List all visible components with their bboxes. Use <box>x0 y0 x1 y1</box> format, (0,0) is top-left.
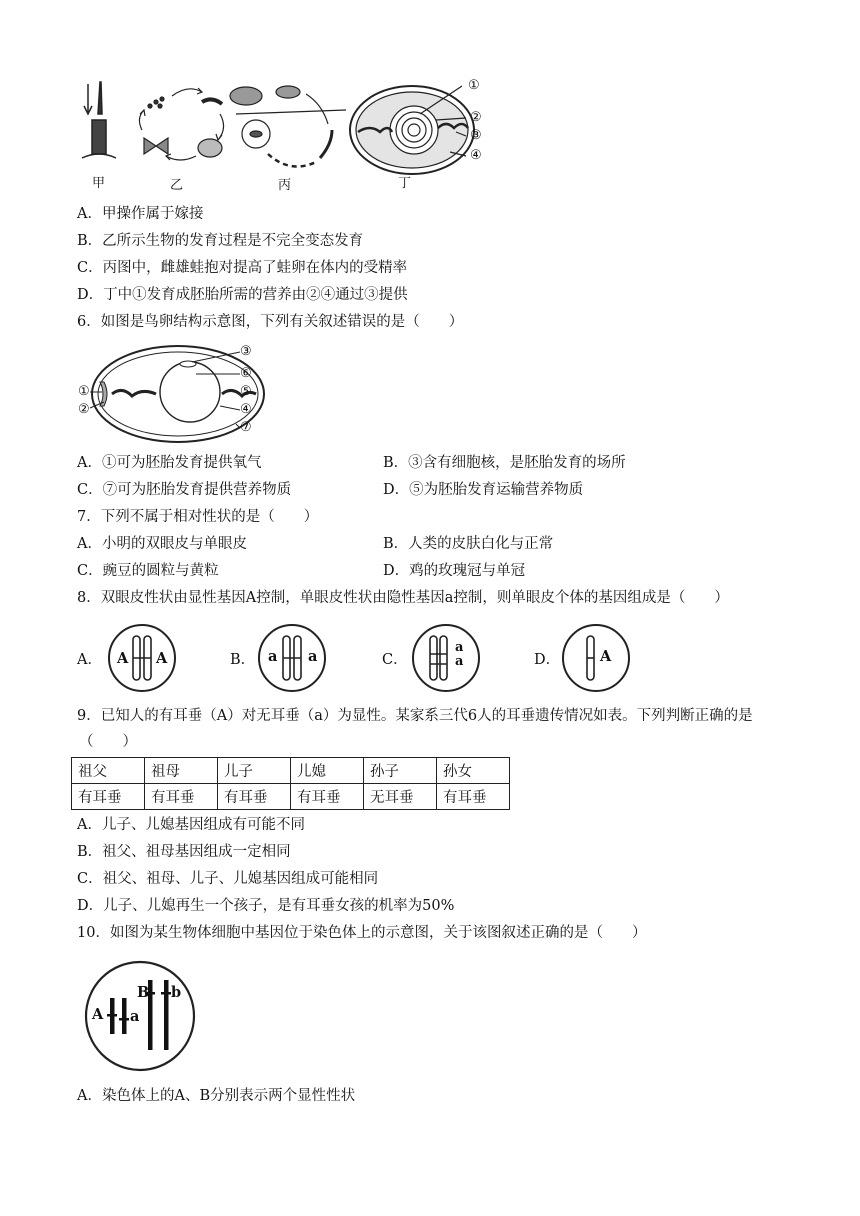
egg-label-6: ⑥ <box>240 366 252 381</box>
frog-lifecycle-illustration <box>230 86 346 167</box>
table-cell: 有耳垂 <box>218 784 291 810</box>
table-cell: 祖父 <box>72 758 145 784</box>
q6-option-b: B．③含有细胞核，是胚胎发育的场所 <box>383 455 626 471</box>
table-cell: 有耳垂 <box>291 784 364 810</box>
fig-caption-yi: 乙 <box>170 178 184 193</box>
q10-gene-a: a <box>130 1008 140 1025</box>
q7-option-d: D．鸡的玫瑰冠与单冠 <box>383 563 526 579</box>
q7-option-c: C．豌豆的圆粒与黄粒 <box>77 563 219 579</box>
q8-c-gene-top: a <box>455 640 464 655</box>
q10-option-a: A．染色体上的A、B分别表示两个显性性状 <box>77 1088 356 1104</box>
table-cell: 儿子 <box>218 758 291 784</box>
ding-label-1: ① <box>468 78 480 93</box>
egg-illustration-ding <box>350 86 474 174</box>
q5-option-c: C．丙图中，雌雄蛙抱对提高了蛙卵在体内的受精率 <box>77 260 408 276</box>
q5-option-a: A．甲操作属于嫁接 <box>77 206 204 222</box>
table-cell: 有耳垂 <box>437 784 510 810</box>
q6-stem: 6．如图是鸟卵结构示意图，下列有关叙述错误的是（ ） <box>77 314 464 330</box>
q8-b-gene-right: a <box>308 648 318 665</box>
heredity-table <box>71 757 510 810</box>
table-cell: 无耳垂 <box>364 784 437 810</box>
egg-label-1: ① <box>78 384 90 399</box>
table-cell: 儿媳 <box>291 758 364 784</box>
egg-label-3: ③ <box>240 344 252 359</box>
q6-option-a: A．①可为胚胎发育提供氧气 <box>77 455 262 471</box>
fig-caption-bing: 丙 <box>278 178 292 193</box>
q8-option-d-letter: D． <box>534 652 561 668</box>
q8-stem: 8．双眼皮性状由显性基因A控制，单眼皮性状由隐性基因a控制，则单眼皮个体的基因组成是（ ） <box>77 590 729 606</box>
q8-option-c-letter: C． <box>382 652 408 668</box>
q9-stem-line2: （ ） <box>79 734 137 750</box>
q5-option-b: B．乙所示生物的发育过程是不完全变态发育 <box>77 233 364 249</box>
grafting-illustration <box>82 82 116 158</box>
q10-gene-b: b <box>171 984 182 1001</box>
q10-gene-A: A <box>92 1006 104 1023</box>
q10-stem: 10．如图为某生物体细胞中基因位于染色体上的示意图，关于该图叙述正确的是（ ） <box>77 925 647 941</box>
q9-option-b: B．祖父、祖母基因组成一定相同 <box>77 844 291 860</box>
q9-stem-line1: 9．已知人的有耳垂（A）对无耳垂（a）为显性。某家系三代6人的耳垂遗传情况如表。下列判断正确的是 <box>77 708 753 724</box>
egg-label-2: ② <box>78 402 90 417</box>
table-row <box>72 758 510 784</box>
table-cell: 孙女 <box>437 758 510 784</box>
q7-option-a: A．小明的双眼皮与单眼皮 <box>77 536 247 552</box>
q5-option-d: D．丁中①发育成胚胎所需的营养由②④通过③提供 <box>77 287 408 303</box>
q10-gene-B: B <box>137 984 150 1001</box>
q8-option-a-letter: A． <box>77 652 102 668</box>
table-cell: 孙子 <box>364 758 437 784</box>
q6-option-d: D．⑤为胚胎发育运输营养物质 <box>383 482 584 498</box>
q9-option-d: D．儿子、儿媳再生一个孩子，是有耳垂女孩的机率为50% <box>77 898 455 914</box>
q8-a-gene-left: A <box>117 650 129 667</box>
bird-egg-diagram <box>76 340 266 444</box>
q8-d-gene: A <box>600 648 612 665</box>
q8-b-gene-left: a <box>268 648 278 665</box>
q8-cell-d <box>560 622 632 694</box>
q6-option-c: C．⑦可为胚胎发育提供营养物质 <box>77 482 292 498</box>
ding-label-4: ④ <box>470 148 482 163</box>
q7-option-b: B．人类的皮肤白化与正常 <box>383 536 554 552</box>
q9-option-c: C．祖父、祖母、儿子、儿媳基因组成可能相同 <box>77 871 379 887</box>
fig-caption-jia: 甲 <box>92 176 106 191</box>
table-row <box>72 784 510 810</box>
egg-label-4: ④ <box>240 402 252 417</box>
table-cell: 有耳垂 <box>72 784 145 810</box>
ding-label-2: ② <box>470 110 482 125</box>
table-cell: 有耳垂 <box>145 784 218 810</box>
egg-label-7: ⑦ <box>240 420 252 435</box>
table-cell: 祖母 <box>145 758 218 784</box>
egg-label-5: ⑤ <box>240 384 252 399</box>
q8-option-b-letter: B． <box>230 652 256 668</box>
q9-option-a: A．儿子、儿媳基因组成有可能不同 <box>77 817 305 833</box>
q8-cell-c <box>410 622 482 694</box>
q8-a-gene-right: A <box>156 650 168 667</box>
fig-caption-ding: 丁 <box>398 176 412 191</box>
ding-label-3: ③ <box>470 128 482 143</box>
q7-stem: 7．下列不属于相对性状的是（ ） <box>77 509 319 525</box>
insect-lifecycle-illustration <box>139 88 223 160</box>
q8-c-gene-bottom: a <box>455 654 464 669</box>
